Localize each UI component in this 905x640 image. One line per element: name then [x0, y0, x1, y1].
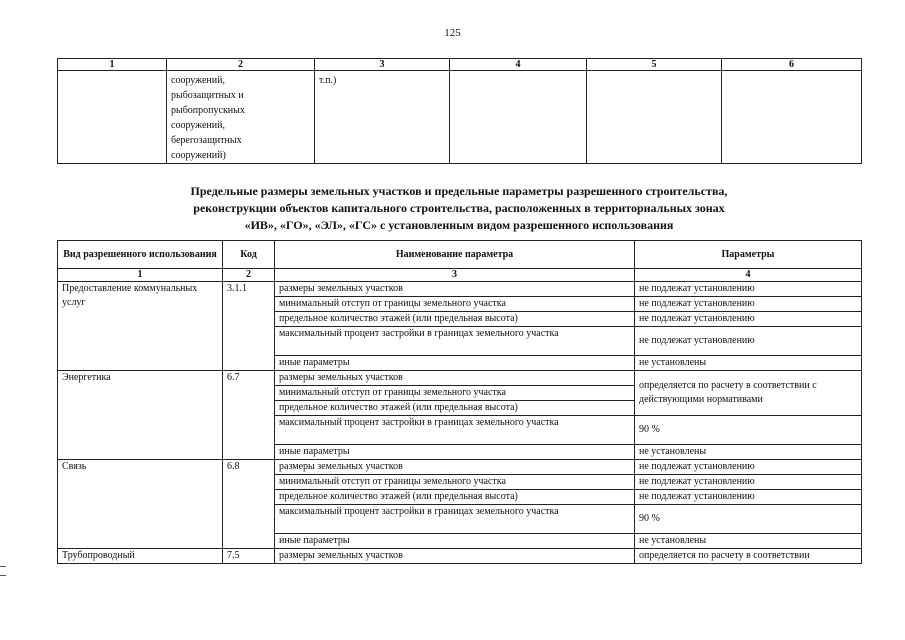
param-value-cell: не подлежат установлению: [635, 282, 862, 297]
type-cell: Связь: [58, 460, 223, 549]
continuation-cell-6: [722, 71, 862, 164]
margin-scan-mark: [0, 566, 6, 576]
param-value-cell: не установлены: [635, 356, 862, 371]
param-value-cell: не подлежат установлению: [635, 327, 862, 356]
param-name-cell: предельное количество этажей (или предельная высота): [275, 401, 635, 416]
type-cell: Предоставление коммунальных услуг: [58, 282, 223, 371]
param-value-cell: не подлежат установлению: [635, 490, 862, 505]
param-value-cell: не подлежат установлению: [635, 475, 862, 490]
continuation-cell-2: [167, 71, 315, 164]
param-value-cell: 90 %: [635, 505, 862, 534]
header-params: Параметры: [635, 241, 862, 269]
continuation-table: [57, 58, 862, 164]
table-row: [58, 460, 862, 475]
continuation-line: сооружений): [171, 150, 226, 161]
continuation-cell-1: [58, 71, 167, 164]
continuation-header-row: [58, 59, 862, 71]
continuation-cell-4: [450, 71, 587, 164]
code-cell: 3.1.1: [223, 282, 275, 371]
code-cell: 6.7: [223, 371, 275, 460]
continuation-header-2: 2: [167, 59, 315, 71]
header-type: Вид разрешенного использования: [58, 241, 223, 269]
param-value-cell: не подлежат установлению: [635, 312, 862, 327]
param-name-cell: минимальный отступ от границы земельного участка: [275, 297, 635, 312]
continuation-line: рыбозащитных и: [171, 90, 244, 101]
table-header-numbers-row: [58, 269, 862, 282]
continuation-row: [58, 71, 862, 164]
param-name-cell: размеры земельных участков: [275, 282, 635, 297]
type-cell: Трубопроводный: [58, 549, 223, 564]
continuation-line: рыбопропускных: [171, 105, 245, 116]
type-cell: Энергетика: [58, 371, 223, 460]
param-name-cell: предельное количество этажей (или предельная высота): [275, 490, 635, 505]
continuation-cell-3: т.п.): [315, 71, 450, 164]
section-title-line: реконструкции объектов капитального строительства, расположенных в территориальных зонах: [193, 201, 725, 215]
header-number-1: 1: [58, 269, 223, 282]
param-name-cell: иные параметры: [275, 445, 635, 460]
param-name-cell: максимальный процент застройки в границах земельного участка: [275, 505, 635, 534]
continuation-header-6: 6: [722, 59, 862, 71]
param-value-cell: 90 %: [635, 416, 862, 445]
continuation-header-3: 3: [315, 59, 450, 71]
param-name-cell: иные параметры: [275, 534, 635, 549]
continuation-header-5: 5: [587, 59, 722, 71]
continuation-header-1: 1: [58, 59, 167, 71]
table-row: [58, 371, 862, 386]
continuation-cell-5: [587, 71, 722, 164]
header-param-name: Наименование параметра: [275, 241, 635, 269]
param-name-cell: размеры земельных участков: [275, 460, 635, 475]
page-number: 125: [444, 27, 461, 39]
param-name-cell: максимальный процент застройки в границах земельного участка: [275, 327, 635, 356]
param-value-cell: не подлежат установлению: [635, 460, 862, 475]
section-title-line: Предельные размеры земельных участков и предельные параметры разрешенного строительства,: [190, 184, 728, 198]
param-name-cell: размеры земельных участков: [275, 371, 635, 386]
continuation-line: сооружений,: [171, 75, 225, 86]
table-header-row: [58, 241, 862, 269]
section-title: [57, 183, 861, 234]
param-value-merged-cell: определяется по расчету в соответствии с действующими нормативами: [635, 371, 862, 416]
table-row: [58, 282, 862, 297]
param-name-cell: минимальный отступ от границы земельного участка: [275, 475, 635, 490]
header-number-4: 4: [635, 269, 862, 282]
continuation-line: сооружений,: [171, 120, 225, 131]
table-row: [58, 549, 862, 564]
header-number-2: 2: [223, 269, 275, 282]
section-title-line: «ИВ», «ГО», «ЭЛ», «ГС» с установленным видом разрешенного использования: [244, 218, 674, 232]
continuation-header-4: 4: [450, 59, 587, 71]
header-code: Код: [223, 241, 275, 269]
header-number-3: 3: [275, 269, 635, 282]
param-name-cell: максимальный процент застройки в границах земельного участка: [275, 416, 635, 445]
param-name-cell: иные параметры: [275, 356, 635, 371]
parameters-table: [57, 240, 862, 564]
continuation-line: берегозащитных: [171, 135, 242, 146]
param-value-cell: определяется по расчету в соответствии: [635, 549, 862, 564]
param-value-cell: не установлены: [635, 534, 862, 549]
param-name-cell: размеры земельных участков: [275, 549, 635, 564]
code-cell: 7.5: [223, 549, 275, 564]
param-name-cell: предельное количество этажей (или предельная высота): [275, 312, 635, 327]
param-value-cell: не установлены: [635, 445, 862, 460]
code-cell: 6.8: [223, 460, 275, 549]
param-value-cell: не подлежат установлению: [635, 297, 862, 312]
param-name-cell: минимальный отступ от границы земельного участка: [275, 386, 635, 401]
